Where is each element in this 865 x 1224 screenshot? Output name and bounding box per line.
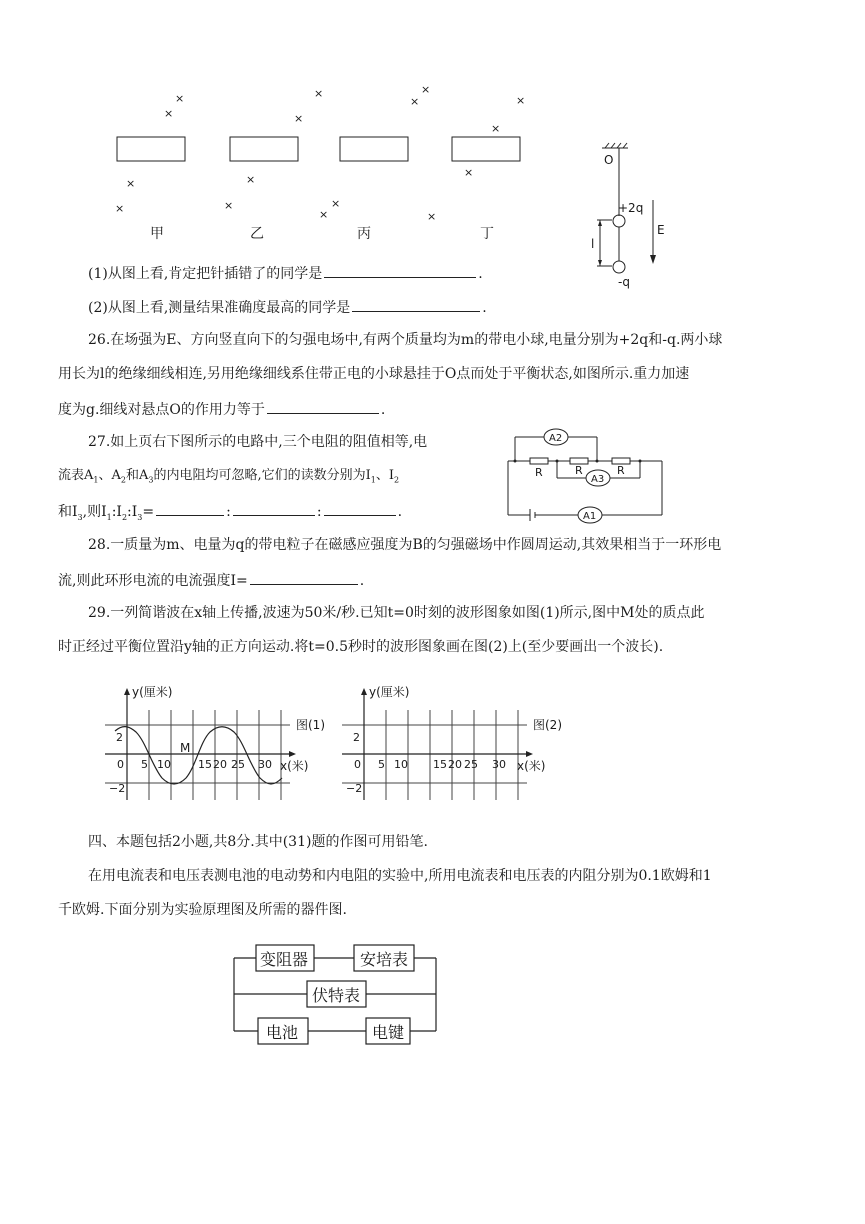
- figure-label-1: 图(1): [296, 718, 325, 732]
- q29-line2: 时正经过平衡位置沿y轴的正方向运动.将t=0.5秒时的波形图象画在图(2)上(至少要画出一个波长).: [58, 639, 664, 655]
- wave-graph-2: [337, 680, 577, 802]
- resistor-label: R: [575, 464, 583, 477]
- x-tick: 5: [378, 758, 385, 771]
- answer-blank[interactable]: [324, 262, 476, 278]
- x-tick: 25: [231, 758, 245, 771]
- y-tick: −2: [109, 782, 126, 795]
- q28-line1: 28.一质量为m、电量为q的带电粒子在磁感应强度为B的匀强磁场中作圆周运动,其效果相当于一环形电: [88, 537, 722, 553]
- pin-mark: ×: [246, 173, 256, 186]
- experiment-block-diagram: [225, 938, 450, 1050]
- charge-top: +2q: [618, 201, 644, 215]
- label-bing: 丙: [357, 226, 371, 242]
- pin-mark: ×: [331, 197, 341, 210]
- q29-line1: 29.一列简谐波在x轴上传播,波速为50米/秒.已知t=0时刻的波形图象如图(1)所示,图中M处的质点此: [88, 605, 705, 621]
- x-axis-label: x(米): [517, 759, 546, 773]
- pin-mark: ×: [410, 95, 420, 108]
- resistor: [530, 458, 548, 464]
- glass-block-jia: [117, 137, 185, 161]
- rheostat-label: 变阻器: [260, 950, 309, 969]
- x-tick: 20: [213, 758, 227, 771]
- pin-mark: ×: [175, 92, 185, 105]
- x-tick: 30: [258, 758, 272, 771]
- y-tick: 2: [353, 731, 360, 744]
- switch-label: 电键: [372, 1023, 405, 1042]
- x-tick: 10: [157, 758, 171, 771]
- figure-label-2: 图(2): [533, 718, 562, 732]
- battery-label: 电池: [266, 1023, 299, 1042]
- pin-mark: ×: [115, 202, 125, 215]
- x-tick: 0: [117, 758, 124, 771]
- x-tick: 15: [433, 758, 447, 771]
- q27-line3: 和$I_3$,则$I_1:I_2:I_3=$ : : .: [58, 500, 402, 528]
- pin-mark: ×: [164, 107, 174, 120]
- y-axis-label: y(厘米): [132, 685, 173, 699]
- y-axis-label: y(厘米): [369, 685, 410, 699]
- x-tick: 10: [394, 758, 408, 771]
- q27-line1: 27.如上页右下图所示的电路中,三个电阻的阻值相等,电: [88, 434, 428, 450]
- ammeter-a3-label: A3: [591, 474, 605, 485]
- resistor-label: R: [617, 464, 625, 477]
- pendulum-figure: [580, 140, 680, 290]
- pin-mark: ×: [491, 122, 501, 135]
- wave-curve: [115, 727, 282, 784]
- pin-mark: ×: [314, 87, 324, 100]
- label-jia: 甲: [150, 226, 164, 242]
- glass-block-bing: [340, 137, 408, 161]
- answer-blank[interactable]: [233, 500, 315, 516]
- glass-block-yi: [230, 137, 298, 161]
- ammeter-label: 安培表: [360, 950, 409, 969]
- resistor-label: R: [535, 466, 543, 479]
- circuit-27: [490, 425, 675, 530]
- field-arrow: [650, 255, 656, 264]
- glass-block-ding: [452, 137, 520, 161]
- charge-bottom: -q: [618, 275, 630, 289]
- pin-mark: ×: [464, 166, 474, 179]
- y-tick: 2: [116, 731, 123, 744]
- ball-negative: [613, 261, 625, 273]
- pin-figure: [100, 75, 540, 245]
- x-tick: 25: [464, 758, 478, 771]
- pin-mark: ×: [224, 199, 234, 212]
- point-m: M: [180, 741, 191, 755]
- x-tick: 20: [448, 758, 462, 771]
- label-ding: 丁: [480, 226, 494, 242]
- pin-mark: ×: [427, 210, 437, 223]
- ball-positive: [613, 215, 625, 227]
- ammeter-a1-label: A1: [583, 511, 597, 522]
- answer-blank[interactable]: [352, 296, 480, 312]
- x-tick: 0: [354, 758, 361, 771]
- label-yi: 乙: [250, 226, 264, 242]
- point-o: O: [604, 153, 614, 167]
- section4-heading: 四、本题包括2小题,共8分.其中(31)题的作图可用铅笔.: [88, 834, 428, 850]
- field-label: E: [657, 223, 665, 237]
- ammeter-a2-label: A2: [549, 433, 563, 444]
- section4-line2: 千欧姆.下面分别为实验原理图及所需的器件图.: [58, 902, 347, 918]
- wave-graph-1: [100, 680, 340, 802]
- q25-line1: (1)从图上看,肯定把针插错了的同学是 .: [88, 262, 483, 284]
- q25-line2: (2)从图上看,测量结果准确度最高的同学是 .: [88, 296, 487, 318]
- x-axis-label: x(米): [280, 759, 309, 773]
- voltmeter-label: 伏特表: [312, 986, 361, 1005]
- pin-mark: ×: [421, 83, 431, 96]
- answer-blank[interactable]: [250, 569, 358, 585]
- answer-blank[interactable]: [267, 398, 379, 414]
- pin-mark: ×: [319, 208, 329, 221]
- q26-line1: 26.在场强为E、方向竖直向下的匀强电场中,有两个质量均为m的带电小球,电量分别为+2q和-q.两小球: [88, 332, 723, 348]
- answer-blank[interactable]: [324, 500, 396, 516]
- x-tick: 15: [198, 758, 212, 771]
- q28-line2: 流,则此环形电流的电流强度I= .: [58, 569, 364, 591]
- pin-mark: ×: [126, 177, 136, 190]
- y-tick: −2: [346, 782, 363, 795]
- answer-blank[interactable]: [156, 500, 224, 516]
- x-tick: 30: [492, 758, 506, 771]
- q27-line2: 流表$A_1$、$A_2$和$A_3$的内电阻均可忽略,它们的读数分别为$I_1$、$I_2$: [58, 468, 400, 485]
- section4-line1: 在用电流表和电压表测电池的电动势和内电阻的实验中,所用电流表和电压表的内阻分别为0.1欧姆和1: [88, 868, 712, 884]
- q26-line2: 用长为l的绝缘细线相连,另用绝缘细线系住带正电的小球悬挂于O点而处于平衡状态,如图所示.重力加速: [58, 366, 690, 382]
- pin-mark: ×: [516, 94, 526, 107]
- length-label: l: [591, 237, 595, 251]
- x-tick: 5: [141, 758, 148, 771]
- pin-mark: ×: [294, 112, 304, 125]
- q26-line3: 度为g.细线对悬点O的作用力等于 .: [58, 398, 385, 420]
